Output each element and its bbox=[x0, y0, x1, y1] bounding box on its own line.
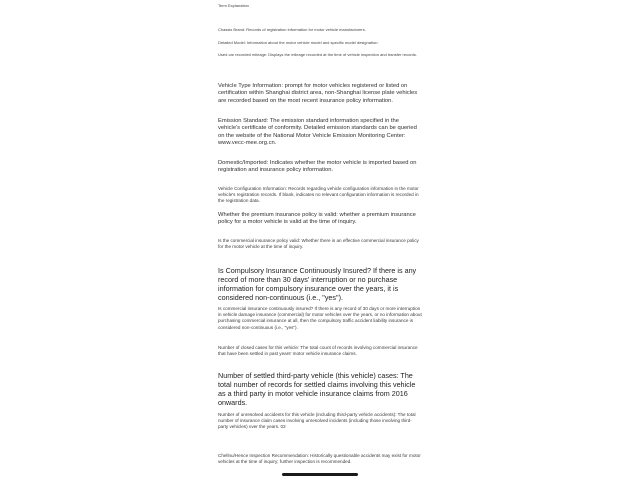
paragraph-mileage: Used car recorded mileage: Displays the mileage recorded at the time of vehicle inspection and transfer records. bbox=[218, 52, 417, 57]
paragraph-vehicle-type: Vehicle Type Information: prompt for motor vehicles registered or listed on certification within Shanghai district area, non-Shanghai license plate vehicles are recorded based on the most recent insurance policy information. bbox=[218, 83, 418, 104]
document-viewer bbox=[208, 0, 432, 480]
paragraph-third-party-cases: Number of settled third-party vehicle (this vehicle) cases: The total number of records for settled claims involving this vehicle as a third party in motor vehicle insurance claims from 2016 onwards. bbox=[218, 371, 416, 407]
paragraph-premium-policy: Whether the premium insurance policy is valid: whether a premium insurance policy for a motor vehicle is valid at the time of inquiry. bbox=[218, 212, 416, 226]
paragraph-domestic-imported: Domestic/Imported: Indicates whether the motor vehicle is imported based on registration and insurance policy information. bbox=[218, 160, 417, 174]
paragraph-commercial-continuous: Is commercial insurance continuously insured? If there is any record of 30 days or more interruption in vehicle damage insurance (commercial) for motor vehicles over the years, or no information about purchasing commercial insurance at all, then the compulsory traffic accident liability insurance is considered non-continuous (i.e., "yes"). bbox=[218, 306, 422, 330]
document-title: Term Explanation bbox=[218, 3, 249, 8]
paragraph-detailed-model: Detailed Model: Information about the motor vehicle model and specific model designation. bbox=[218, 40, 379, 45]
home-indicator[interactable] bbox=[282, 473, 358, 476]
paragraph-compulsory-continuous: Is Compulsory Insurance Continuously Insured? If there is any record of more than 30 days' interruption or no purchase information for compulsory insurance over the years, it is considered non-continuous (i.e., "yes"). bbox=[218, 266, 417, 302]
paragraph-emission-standard: Emission Standard: The emission standard information specified in the vehicle's certificate of conformity. Detailed emission standards can be queried on the website of the National Motor Vehicle Emission Monitoring Center: www.vecc-mee.org.cn. bbox=[218, 118, 417, 147]
paragraph-commercial-policy: Is the commercial insurance policy valid: Whether there is an effective commercial insurance policy for the motor vehicle at the time of inquiry. bbox=[218, 238, 419, 250]
paragraph-unresolved-accidents: Number of unresolved accidents for this vehicle (including third-party vehicle accidents): The total number of insurance claim cases involving unresolved incidents (including those involving third-party vehicles) over the years. 02 bbox=[218, 412, 416, 430]
paragraph-vehicle-configuration: Vehicle Configuration Information: Records regarding vehicle configuration information in the motor vehicle's registration records. If blank, indicates no relevant configuration information is recorded in the registration data. bbox=[218, 186, 419, 204]
paragraph-chassis-brand: Chassis Brand: Records of registration information for motor vehicle manufacturers. bbox=[218, 27, 366, 32]
paragraph-closed-cases: Number of closed cases for this vehicle: The total count of records involving commercial insurance that have been settled in past years' motor vehicle insurance claims. bbox=[218, 345, 418, 357]
paragraph-inspection-recommendation: Chellnu/Hence Inspection Recommendation: Historically questionable accidents may exist for motor vehicles at the time of inquiry; further inspection is recommended. bbox=[218, 453, 421, 465]
